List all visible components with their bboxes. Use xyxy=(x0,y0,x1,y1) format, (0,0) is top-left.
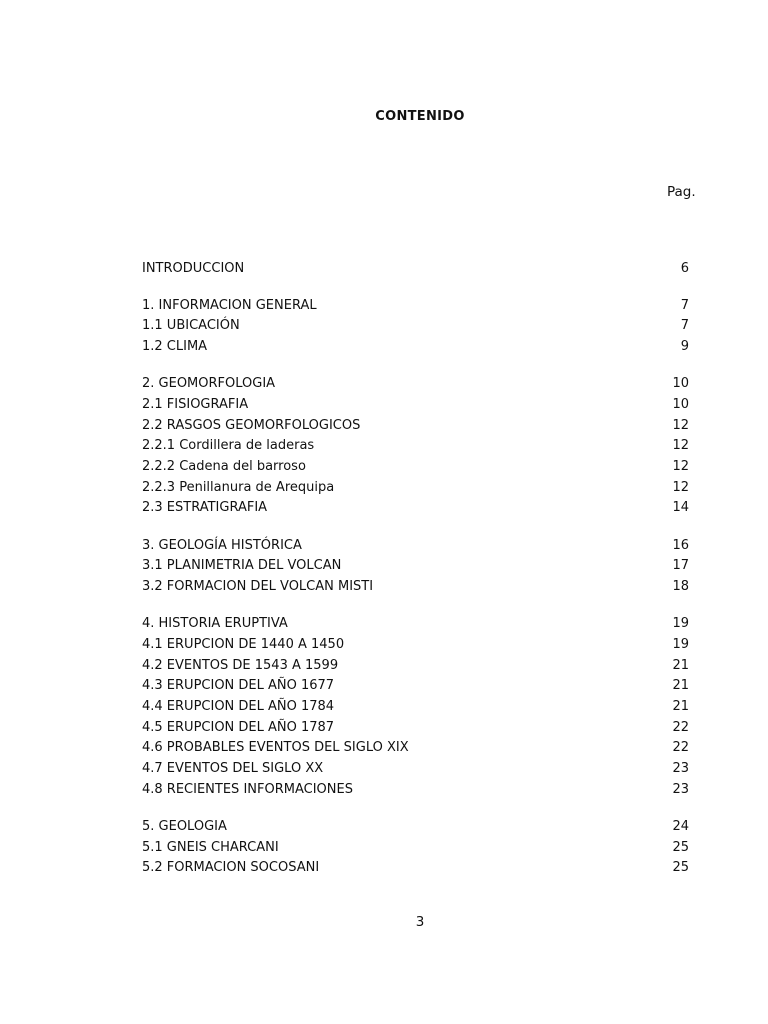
toc-entry-label: 4.8 RECIENTES INFORMACIONES xyxy=(142,781,353,797)
toc-entry-label: 2.2.2 Cadena del barroso xyxy=(142,459,306,474)
toc-entry-page: 23 xyxy=(672,760,689,776)
toc-entry-label: 4.7 EVENTOS DEL SIGLO XX xyxy=(142,760,324,776)
toc-entry[interactable] xyxy=(142,416,689,437)
toc-entry[interactable] xyxy=(142,374,689,395)
toc-entry-page: 14 xyxy=(672,500,689,516)
toc-entry-page: 10 xyxy=(672,396,689,412)
toc-entry[interactable] xyxy=(142,296,689,317)
toc-entry[interactable] xyxy=(142,697,689,718)
toc-entry-page: 17 xyxy=(672,558,689,574)
toc-entry-page: 7 xyxy=(680,318,689,334)
toc-entry-page: 25 xyxy=(672,839,689,855)
toc-entry[interactable] xyxy=(142,635,689,656)
page-title: CONTENIDO xyxy=(375,109,465,124)
toc-entry-label: 4.2 EVENTOS DE 1543 A 1599 xyxy=(142,657,339,673)
toc-entry[interactable] xyxy=(142,337,689,358)
toc-entry-label: 4. HISTORIA ERUPTIVA xyxy=(142,616,288,632)
toc-entry-page: 9 xyxy=(680,339,689,355)
toc-entry-page: 18 xyxy=(672,578,689,594)
toc-entry[interactable] xyxy=(142,577,689,598)
toc-entry[interactable] xyxy=(142,838,689,859)
toc-entry-label: 3.2 FORMACION DEL VOLCAN MISTI xyxy=(142,578,374,594)
toc-entry-label: 4.1 ERUPCION DE 1440 A 1450 xyxy=(142,636,345,652)
toc-entry-label: 4.6 PROBABLES EVENTOS DEL SIGLO XIX xyxy=(142,740,409,756)
toc-entry[interactable] xyxy=(142,478,689,499)
toc-entry[interactable] xyxy=(142,556,689,577)
toc-entry-label: 5.1 GNEIS CHARCANI xyxy=(142,839,279,855)
toc-entry-page: 22 xyxy=(672,740,689,756)
toc-entry[interactable] xyxy=(142,316,689,337)
toc-entry-label: 2. GEOMORFOLOGIA xyxy=(142,376,276,392)
toc-entry[interactable] xyxy=(142,536,689,557)
toc-entry[interactable] xyxy=(142,676,689,697)
toc-entry-label: 5.2 FORMACION SOCOSANI xyxy=(142,860,320,876)
toc-entry-page: 21 xyxy=(672,657,689,673)
toc-entry-label: 2.2.3 Penillanura de Arequipa xyxy=(142,479,335,495)
toc-entry[interactable] xyxy=(142,759,689,780)
toc-entry[interactable] xyxy=(142,858,689,879)
toc-entry-page: 19 xyxy=(672,636,689,652)
toc-entry[interactable] xyxy=(142,395,689,416)
toc-entry-page: 21 xyxy=(672,698,689,714)
toc-entry-page: 24 xyxy=(672,818,689,834)
toc-entry-label: 3. GEOLOGÍA HISTÓRICA xyxy=(142,537,302,553)
toc-entry-label: 4.5 ERUPCION DEL AÑO 1787 xyxy=(142,719,335,735)
toc-entry-page: 25 xyxy=(672,860,689,876)
toc-entry-page: 23 xyxy=(672,781,689,797)
toc-entry-label: 1. INFORMACION GENERAL xyxy=(142,297,317,313)
toc-entry-page: 16 xyxy=(672,537,689,553)
table-of-contents xyxy=(142,259,689,879)
toc-entry-page: 7 xyxy=(680,297,689,313)
toc-entry-page: 12 xyxy=(672,459,689,474)
toc-entry[interactable] xyxy=(142,614,689,635)
toc-entry-label: 2.1 FISIOGRAFIA xyxy=(142,396,249,412)
toc-entry-label: 2.3 ESTRATIGRAFIA xyxy=(142,500,268,516)
toc-entry-page: 21 xyxy=(672,678,689,694)
toc-entry-label: 1.1 UBICACIÓN xyxy=(142,318,240,334)
toc-entry[interactable] xyxy=(142,738,689,759)
toc-entry-page: 6 xyxy=(680,261,689,276)
toc-entry[interactable] xyxy=(142,656,689,677)
toc-entry-label: INTRODUCCION xyxy=(142,261,245,276)
toc-entry[interactable] xyxy=(142,718,689,739)
toc-entry[interactable] xyxy=(142,817,689,838)
toc-entry[interactable] xyxy=(142,259,689,280)
toc-entry-page: 10 xyxy=(672,376,689,392)
toc-entry-label: 3.1 PLANIMETRIA DEL VOLCAN xyxy=(142,558,342,574)
toc-entry-label: 1.2 CLIMA xyxy=(142,339,208,355)
page-column-header: Pag. xyxy=(667,184,696,200)
page-number: 3 xyxy=(415,914,425,930)
toc-entry[interactable] xyxy=(142,780,689,801)
toc-entry[interactable] xyxy=(142,436,689,457)
toc-entry[interactable] xyxy=(142,498,689,519)
toc-entry-page: 12 xyxy=(672,438,689,454)
toc-entry-label: 4.3 ERUPCION DEL AÑO 1677 xyxy=(142,678,335,694)
toc-entry-label: 2.2.1 Cordillera de laderas xyxy=(142,438,315,454)
toc-entry-page: 12 xyxy=(672,479,689,495)
toc-entry-page: 22 xyxy=(672,719,689,735)
toc-entry[interactable] xyxy=(142,457,689,478)
toc-entry-page: 12 xyxy=(672,417,689,433)
toc-entry-label: 5. GEOLOGIA xyxy=(142,818,227,834)
toc-entry-label: 4.4 ERUPCION DEL AÑO 1784 xyxy=(142,698,335,714)
toc-entry-label: 2.2 RASGOS GEOMORFOLOGICOS xyxy=(142,417,361,433)
toc-entry-page: 19 xyxy=(672,616,689,632)
